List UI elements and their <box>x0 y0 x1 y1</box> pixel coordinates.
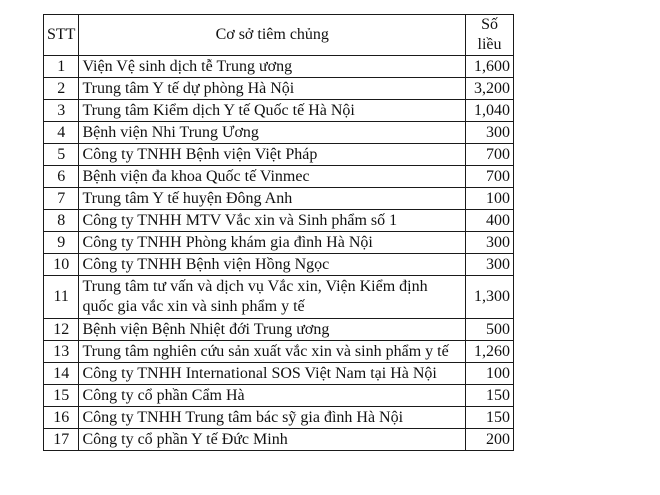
cell-doses: 300 <box>466 254 514 276</box>
cell-stt: 16 <box>44 407 79 429</box>
header-row <box>44 15 514 56</box>
cell-doses: 1,300 <box>466 276 514 319</box>
cell-doses: 3,200 <box>466 78 514 100</box>
cell-doses: 100 <box>466 363 514 385</box>
cell-site: Công ty cổ phần Cẩm Hà <box>79 385 466 407</box>
cell-site: Công ty TNHH Trung tâm bác sỹ gia đình Hà Nội <box>79 407 466 429</box>
cell-stt: 9 <box>44 232 79 254</box>
table-row <box>44 144 514 166</box>
cell-stt: 12 <box>44 319 79 341</box>
table-row <box>44 319 514 341</box>
cell-doses: 1,600 <box>466 56 514 78</box>
cell-site: Công ty cổ phần Y tế Đức Minh <box>79 429 466 451</box>
table-row <box>44 385 514 407</box>
cell-doses: 150 <box>466 407 514 429</box>
table-row <box>44 122 514 144</box>
cell-stt: 11 <box>44 276 79 319</box>
header-site: Cơ sở tiêm chủng <box>79 15 466 56</box>
cell-site: Trung tâm Y tế huyện Đông Anh <box>79 188 466 210</box>
table-row <box>44 363 514 385</box>
cell-site: Viện Vệ sinh dịch tễ Trung ương <box>79 56 466 78</box>
cell-doses: 150 <box>466 385 514 407</box>
table-row <box>44 341 514 363</box>
cell-stt: 2 <box>44 78 79 100</box>
vaccination-sites-table <box>43 14 514 451</box>
cell-site: Trung tâm Y tế dự phòng Hà Nội <box>79 78 466 100</box>
cell-stt: 4 <box>44 122 79 144</box>
table-row <box>44 254 514 276</box>
table-row <box>44 232 514 254</box>
cell-stt: 1 <box>44 56 79 78</box>
table-row <box>44 166 514 188</box>
cell-site: Công ty TNHH MTV Vắc xin và Sinh phẩm số 1 <box>79 210 466 232</box>
cell-stt: 5 <box>44 144 79 166</box>
cell-site: Công ty TNHH Bệnh viện Hồng Ngọc <box>79 254 466 276</box>
cell-doses: 300 <box>466 122 514 144</box>
table-row <box>44 210 514 232</box>
cell-stt: 10 <box>44 254 79 276</box>
cell-site: Bệnh viện đa khoa Quốc tế Vinmec <box>79 166 466 188</box>
cell-doses: 400 <box>466 210 514 232</box>
cell-stt: 7 <box>44 188 79 210</box>
cell-stt: 6 <box>44 166 79 188</box>
table-row <box>44 78 514 100</box>
cell-site: Bệnh viện Bệnh Nhiệt đới Trung ương <box>79 319 466 341</box>
cell-doses: 700 <box>466 166 514 188</box>
cell-doses: 300 <box>466 232 514 254</box>
cell-site: Bệnh viện Nhi Trung Ương <box>79 122 466 144</box>
cell-site: Trung tâm nghiên cứu sản xuất vắc xin và sinh phẩm y tế <box>79 341 466 363</box>
cell-site: Công ty TNHH Phòng khám gia đình Hà Nội <box>79 232 466 254</box>
cell-stt: 3 <box>44 100 79 122</box>
cell-site: Trung tâm Kiểm dịch Y tế Quốc tế Hà Nội <box>79 100 466 122</box>
cell-doses: 1,260 <box>466 341 514 363</box>
table-row <box>44 188 514 210</box>
cell-stt: 14 <box>44 363 79 385</box>
table-row <box>44 100 514 122</box>
cell-doses: 200 <box>466 429 514 451</box>
cell-stt: 17 <box>44 429 79 451</box>
cell-site: Công ty TNHH International SOS Việt Nam tại Hà Nội <box>79 363 466 385</box>
table-row <box>44 276 514 319</box>
header-stt: STT <box>44 15 79 56</box>
cell-doses: 100 <box>466 188 514 210</box>
cell-stt: 13 <box>44 341 79 363</box>
cell-doses: 500 <box>466 319 514 341</box>
cell-stt: 15 <box>44 385 79 407</box>
cell-site: Trung tâm tư vấn và dịch vụ Vắc xin, Viện Kiểm định quốc gia vắc xin và sinh phẩm y tế <box>79 276 466 319</box>
table-row <box>44 407 514 429</box>
cell-doses: 700 <box>466 144 514 166</box>
cell-stt: 8 <box>44 210 79 232</box>
header-doses: Số liều <box>466 15 514 56</box>
cell-site: Công ty TNHH Bệnh viện Việt Pháp <box>79 144 466 166</box>
cell-doses: 1,040 <box>466 100 514 122</box>
table-row <box>44 429 514 451</box>
table-row <box>44 56 514 78</box>
